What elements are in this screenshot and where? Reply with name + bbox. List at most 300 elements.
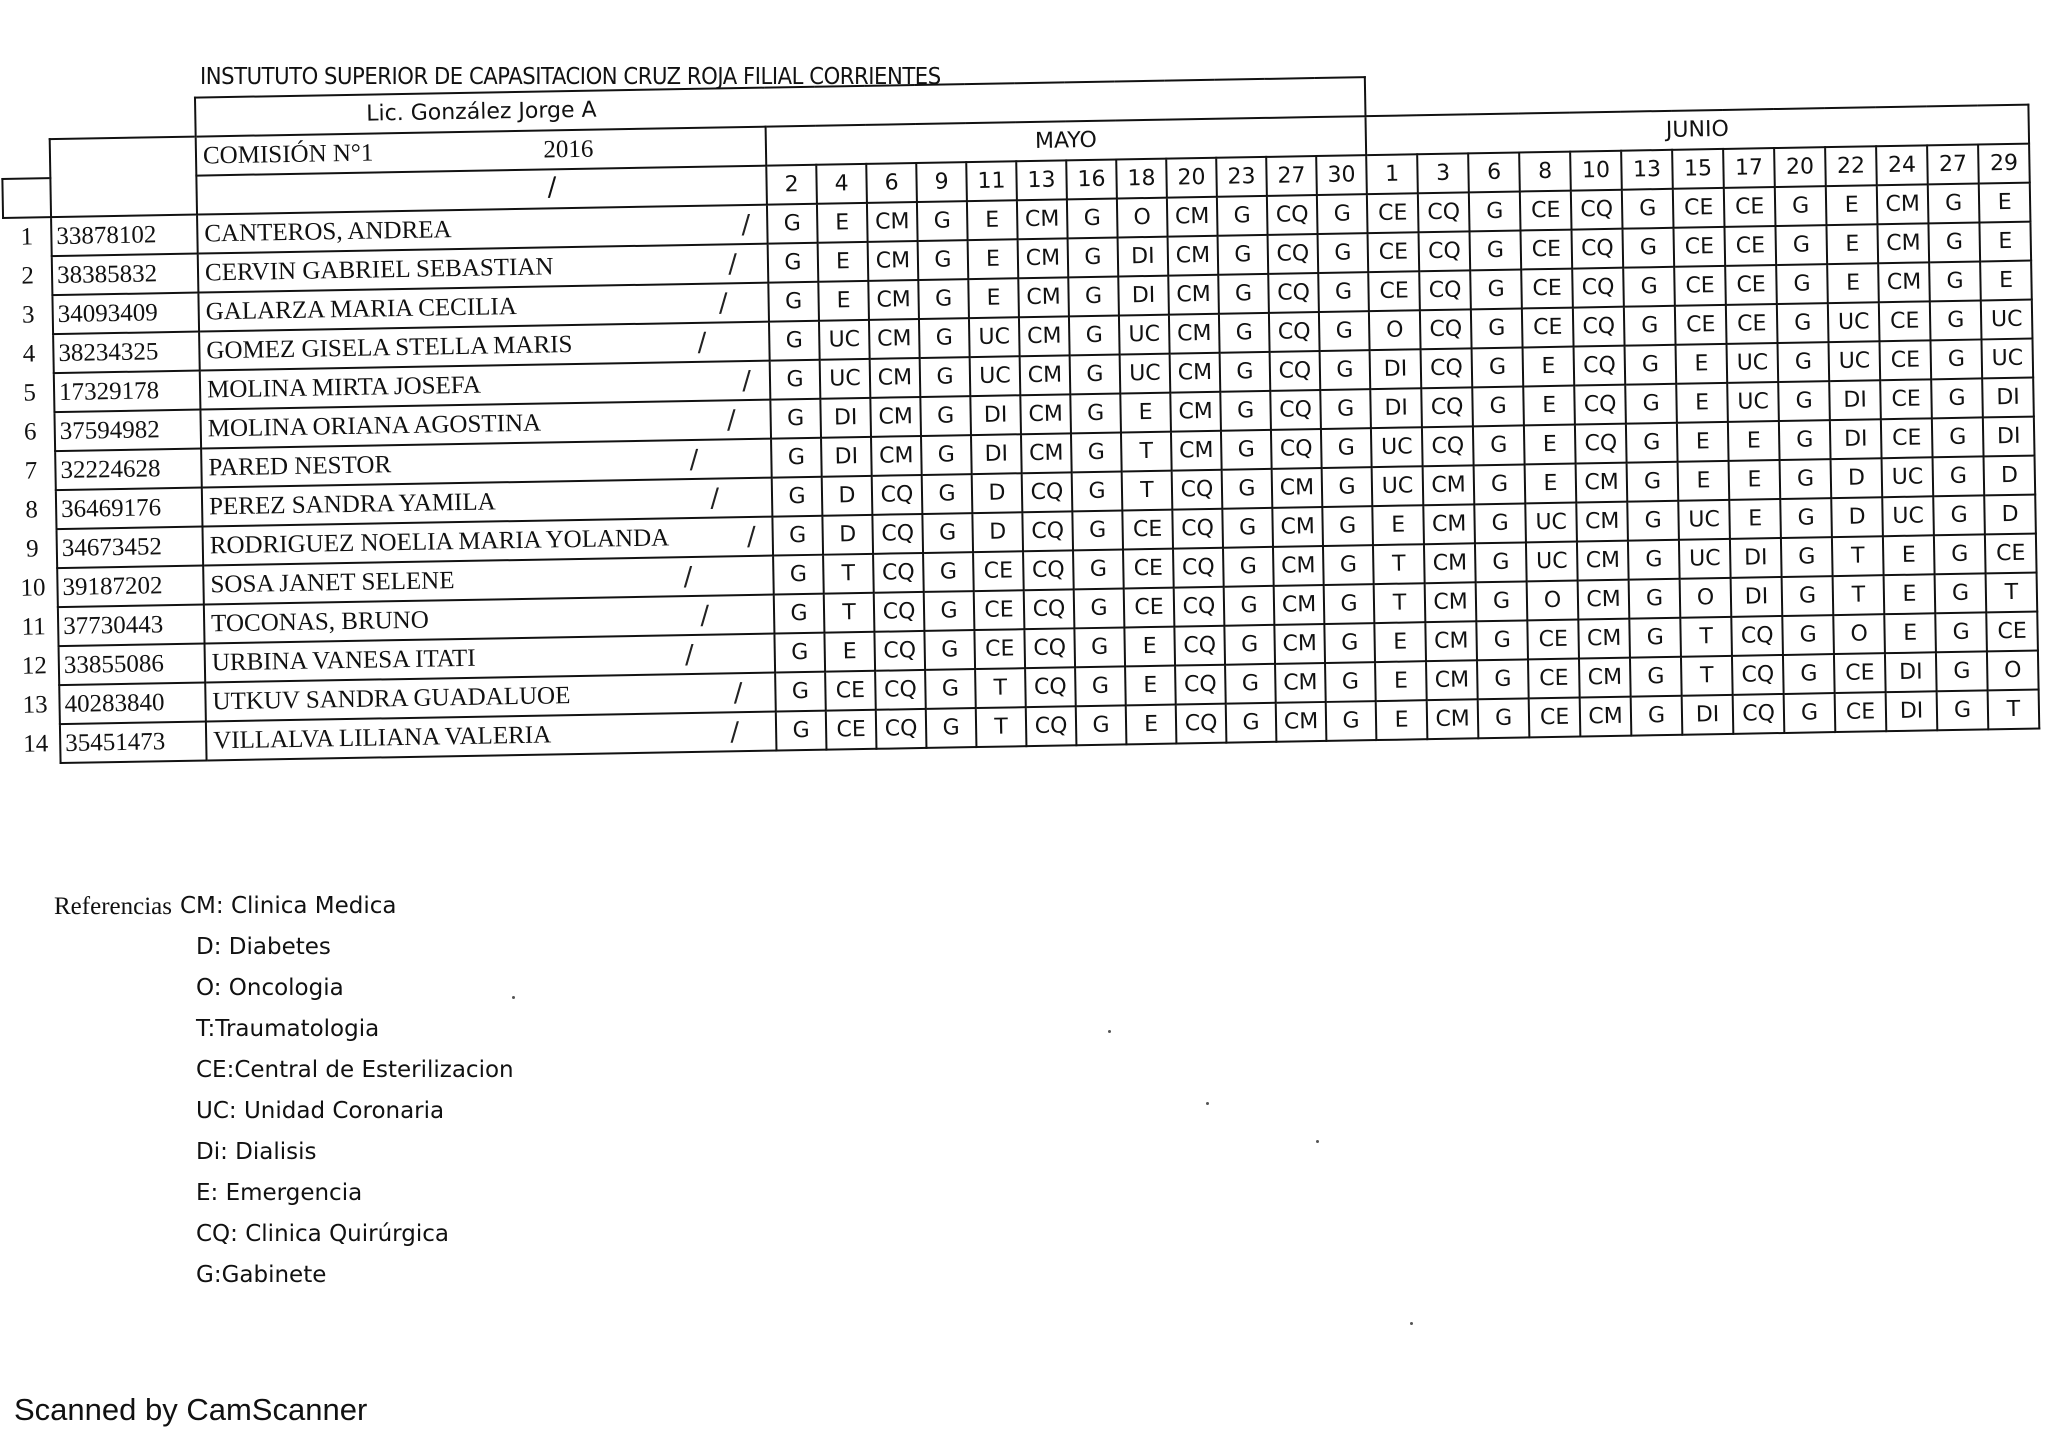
- rotation-cell: UC: [1982, 339, 2034, 379]
- reference-item: D: Diabetes: [196, 934, 331, 960]
- rotation-cell: CE: [1528, 659, 1580, 699]
- student-dni: 37594982: [54, 410, 201, 452]
- pen-mark-icon: /: [689, 444, 699, 476]
- student-dni: 36469176: [56, 488, 203, 530]
- rotation-cell: CQ: [1418, 192, 1470, 232]
- rotation-cell: UC: [819, 320, 870, 360]
- rotation-cell: DI: [1118, 237, 1169, 277]
- rotation-cell: E: [1126, 705, 1177, 745]
- pen-mark-icon: /: [741, 209, 751, 241]
- rotation-cell: G: [918, 279, 969, 319]
- row-number: 6: [23, 417, 37, 446]
- rotation-cell: UC: [1882, 457, 1934, 497]
- rotation-cell: E: [1376, 700, 1428, 740]
- rotation-cell: CE: [1522, 308, 1574, 348]
- rotation-cell: E: [968, 278, 1019, 318]
- student-dni: 32224628: [55, 449, 202, 491]
- rotation-cell: G: [768, 282, 819, 322]
- rotation-cell: G: [772, 477, 823, 517]
- reference-item: CE:Central de Esterilizacion: [196, 1057, 514, 1083]
- rotation-cell: G: [1931, 339, 1983, 379]
- rotation-cell: CQ: [1174, 587, 1225, 627]
- student-name: TOCONAS, BRUNO: [210, 606, 430, 637]
- rotation-cell: CM: [1019, 316, 1070, 356]
- rotation-cell: G: [1631, 696, 1683, 736]
- rotation-cell: G: [1933, 456, 1985, 496]
- rotation-cell: CM: [1276, 702, 1327, 742]
- rotation-cell: G: [1782, 576, 1834, 616]
- student-name: RODRIGUEZ NOELIA MARIA YOLANDA: [209, 523, 670, 559]
- rotation-cell: DI: [1830, 419, 1882, 459]
- rotation-cell: CE: [1673, 188, 1725, 228]
- rotation-cell: CQ: [1270, 351, 1321, 391]
- rotation-cell: CE: [1881, 418, 1933, 458]
- rotation-cell: G: [1218, 274, 1269, 314]
- rotation-cell: CM: [1423, 504, 1475, 544]
- rotation-cell: CM: [1272, 468, 1323, 508]
- day-header: 6: [1468, 152, 1520, 192]
- rotation-cell: CQ: [1175, 665, 1226, 705]
- rotation-cell: G: [1325, 662, 1376, 702]
- rotation-cell: CE: [1674, 266, 1726, 306]
- rotation-cell: CE: [1986, 612, 2038, 652]
- rotation-cell: CE: [1880, 340, 1932, 380]
- rotation-cell: CM: [1423, 465, 1475, 505]
- rotation-cell: G: [1067, 199, 1118, 239]
- day-header: 3: [1417, 153, 1469, 193]
- rotation-cell: CQ: [1172, 509, 1223, 549]
- rotation-cell: CQ: [1022, 472, 1073, 512]
- rotation-cell: CM: [1577, 541, 1629, 581]
- rotation-cell: E: [1980, 261, 2032, 301]
- student-name: CERVIN GABRIEL SEBASTIAN: [204, 252, 554, 286]
- rotation-cell: G: [1935, 612, 1987, 652]
- rotation-cell: G: [1222, 469, 1273, 509]
- rotation-cell: E: [1124, 627, 1175, 667]
- rotation-cell: T: [1988, 690, 2040, 730]
- pen-mark-icon: /: [746, 521, 757, 553]
- rotation-cell: G: [1474, 503, 1526, 543]
- rotation-cell: G: [1073, 549, 1124, 589]
- rotation-cell: G: [1778, 381, 1830, 421]
- day-header: 23: [1216, 157, 1267, 197]
- reference-item: T:Traumatologia: [196, 1016, 380, 1042]
- rotation-cell: E: [1827, 224, 1879, 264]
- day-header: 24: [1876, 145, 1928, 185]
- rotation-cell: G: [1783, 654, 1835, 694]
- rotation-cell: T: [1833, 575, 1885, 615]
- rotation-cell: CE: [974, 590, 1025, 630]
- rotation-cell: G: [1781, 537, 1833, 577]
- rotation-cell: G: [772, 516, 823, 556]
- rotation-cell: G: [1933, 495, 1985, 535]
- rotation-cell: CQ: [1024, 589, 1075, 629]
- rotation-cell: CQ: [1421, 387, 1473, 427]
- reference-item: CQ: Clinica Quirúrgica: [196, 1221, 449, 1247]
- rotation-cell: G: [1070, 393, 1121, 433]
- rotation-cell: G: [1069, 316, 1120, 356]
- rotation-cell: E: [1826, 185, 1878, 225]
- rotation-cell: G: [1218, 235, 1269, 275]
- rotation-cell: D: [1831, 458, 1883, 498]
- rotation-cell: G: [921, 435, 972, 475]
- rotation-cell: E: [1728, 421, 1780, 461]
- rotation-cell: G: [1219, 313, 1270, 353]
- rotation-cell: CM: [1275, 663, 1326, 703]
- attendance-sheet: [0, 65, 2039, 765]
- rotation-cell: DI: [1682, 695, 1734, 735]
- rotation-cell: G: [1625, 384, 1677, 424]
- rotation-cell: CM: [1576, 502, 1628, 542]
- rotation-cell: G: [1931, 378, 1983, 418]
- rotation-cell: CM: [1425, 621, 1477, 661]
- rotation-cell: DI: [820, 398, 871, 438]
- rotation-cell: UC: [969, 317, 1020, 357]
- rotation-cell: CQ: [1267, 195, 1318, 235]
- rotation-cell: CQ: [1731, 616, 1783, 656]
- references-label: Referencias: [54, 893, 172, 920]
- rotation-cell: CQ: [1422, 426, 1474, 466]
- rotation-cell: CQ: [1270, 390, 1321, 430]
- rotation-cell: UC: [820, 359, 871, 399]
- rotation-cell: G: [1068, 238, 1119, 278]
- student-name: MOLINA MIRTA JOSEFA: [206, 371, 482, 403]
- rotation-cell: CM: [1427, 699, 1479, 739]
- rotation-cell: UC: [1679, 539, 1731, 579]
- rotation-cell: G: [1072, 510, 1123, 550]
- rotation-cell: UC: [1727, 382, 1779, 422]
- day-header: 9: [916, 162, 967, 202]
- rotation-cell: CM: [871, 436, 922, 476]
- pen-mark-icon: /: [684, 639, 695, 671]
- rotation-cell: UC: [1882, 496, 1934, 536]
- rotation-cell: G: [774, 594, 825, 634]
- rotation-cell: G: [925, 669, 976, 709]
- rotation-cell: G: [1471, 308, 1523, 348]
- rotation-cell: G: [922, 474, 973, 514]
- dni-header-cell: [50, 137, 197, 218]
- rotation-cell: UC: [1727, 343, 1779, 383]
- scanner-watermark: Scanned by CamScanner: [14, 1392, 368, 1427]
- rotation-cell: CE: [1726, 304, 1778, 344]
- rotation-cell: CQ: [1575, 424, 1627, 464]
- rotation-cell: CQ: [1574, 346, 1626, 386]
- pen-mark-icon: /: [733, 678, 743, 709]
- rotation-cell: G: [1937, 690, 1989, 730]
- rotation-cell: G: [1324, 623, 1375, 663]
- rotation-cell: DI: [1829, 380, 1881, 420]
- rotation-cell: E: [818, 242, 869, 282]
- day-header: 30: [1316, 155, 1367, 195]
- rotation-cell: G: [1934, 534, 1986, 574]
- rotation-cell: CQ: [874, 592, 925, 632]
- scan-speck: [1108, 1030, 1111, 1033]
- rotation-cell: G: [917, 201, 968, 241]
- rotation-cell: CE: [1834, 653, 1886, 693]
- rotation-cell: G: [1776, 264, 1828, 304]
- rotation-cell: G: [1226, 703, 1277, 743]
- reference-item: G:Gabinete: [196, 1262, 327, 1288]
- rotation-cell: E: [1729, 460, 1781, 500]
- rotation-cell: G: [924, 630, 975, 670]
- rotation-cell: DI: [1730, 538, 1782, 578]
- rotation-cell: CQ: [875, 670, 926, 710]
- rotation-cell: DI: [1370, 388, 1422, 428]
- rotation-cell: CM: [870, 397, 921, 437]
- rotation-cell: CE: [1529, 698, 1581, 738]
- rotation-cell: G: [1322, 506, 1373, 546]
- rotation-cell: O: [1833, 614, 1885, 654]
- rotation-cell: UC: [970, 356, 1021, 396]
- rotation-cell: E: [1678, 461, 1730, 501]
- rotation-cell: G: [1629, 579, 1681, 619]
- rotation-cell: E: [1884, 574, 1936, 614]
- rotation-cell: E: [1884, 613, 1936, 653]
- rotation-cell: CE: [1725, 226, 1777, 266]
- rotation-cell: G: [924, 591, 975, 631]
- teacher-name: Lic. González Jorge A: [195, 77, 1366, 136]
- rotation-cell: G: [1071, 432, 1122, 472]
- rotation-cell: UC: [1678, 500, 1730, 540]
- rotation-cell: UC: [1371, 427, 1423, 467]
- rotation-cell: CM: [1578, 580, 1630, 620]
- rotation-cell: CQ: [1172, 470, 1223, 510]
- rotation-cell: G: [1318, 272, 1369, 312]
- rotation-cell: G: [1221, 430, 1272, 470]
- row-number: 1: [20, 223, 34, 251]
- commission-year: 2016: [543, 135, 594, 164]
- rotation-cell: CQ: [872, 514, 923, 554]
- rotation-cell: CM: [1170, 353, 1221, 393]
- rotation-cell: G: [1625, 345, 1677, 385]
- rotation-cell: T: [1373, 544, 1425, 584]
- rotation-cell: CE: [1879, 301, 1931, 341]
- rotation-cell: T: [1680, 617, 1732, 657]
- rotation-cell: CM: [1425, 582, 1477, 622]
- rotation-cell: CE: [1527, 620, 1579, 660]
- rotation-cell: CM: [1274, 624, 1325, 664]
- rotation-cell: CQ: [1024, 628, 1075, 668]
- pen-mark-icon: /: [726, 405, 736, 436]
- month-june: JUNIO: [1366, 105, 2030, 156]
- reference-item: Di: Dialisis: [196, 1139, 317, 1165]
- student-name: CANTEROS, ANDREA: [204, 215, 452, 247]
- rotation-cell: DI: [1983, 417, 2035, 457]
- rotation-cell: E: [824, 632, 875, 672]
- rotation-cell: E: [1827, 263, 1879, 303]
- rotation-cell: G: [1470, 230, 1522, 270]
- rotation-cell: CM: [1167, 197, 1218, 237]
- rotation-cell: G: [1775, 186, 1827, 226]
- day-header: 2: [766, 165, 817, 205]
- rotation-cell: T: [824, 593, 875, 633]
- rotation-cell: E: [1374, 622, 1426, 662]
- rotation-cell: CQ: [874, 631, 925, 671]
- day-header: 22: [1825, 146, 1877, 186]
- student-name: PARED NESTOR: [208, 450, 392, 481]
- rotation-cell: G: [1075, 666, 1126, 706]
- day-header: 11: [966, 161, 1017, 201]
- day-header: 29: [1978, 144, 2030, 184]
- rotation-cell: G: [1317, 194, 1368, 234]
- rotation-cell: G: [775, 672, 826, 712]
- rotation-cell: CQ: [1268, 273, 1319, 313]
- rotation-cell: CM: [1170, 392, 1221, 432]
- rotation-cell: T: [823, 554, 874, 594]
- rotation-cell: CQ: [1271, 429, 1322, 469]
- rotation-cell: CQ: [872, 475, 923, 515]
- rotation-cell: T: [1121, 432, 1172, 472]
- rotation-cell: G: [1074, 588, 1125, 628]
- row-number: 8: [25, 495, 39, 524]
- rotation-cell: E: [818, 281, 869, 321]
- rotation-cell: CQ: [1174, 626, 1225, 666]
- rotation-cell: CE: [1725, 265, 1777, 305]
- rotation-cell: G: [1936, 651, 1988, 691]
- day-header: 1: [1366, 154, 1418, 194]
- rotation-cell: CM: [1579, 658, 1631, 698]
- rotation-cell: G: [1470, 269, 1522, 309]
- rotation-cell: CM: [1578, 619, 1630, 659]
- row-number: 10: [20, 573, 46, 602]
- rotation-cell: G: [1217, 196, 1268, 236]
- rotation-cell: CQ: [1025, 667, 1076, 707]
- rotation-cell: CM: [1426, 660, 1478, 700]
- rotation-cell: CE: [1367, 193, 1419, 233]
- rotation-cell: CM: [1020, 355, 1071, 395]
- rotation-cell: G: [1475, 542, 1527, 582]
- rotation-cell: G: [1223, 547, 1274, 587]
- month-may: MAYO: [766, 116, 1367, 165]
- rotation-cell: E: [1525, 464, 1577, 504]
- rotation-cell: O: [1987, 651, 2039, 691]
- rotation-cell: UC: [1828, 302, 1880, 342]
- rotation-cell: D: [822, 515, 873, 555]
- rotation-cell: E: [1523, 347, 1575, 387]
- rotation-cell: CM: [868, 241, 919, 281]
- rotation-cell: CQ: [1026, 706, 1077, 746]
- rotation-cell: G: [1784, 693, 1836, 733]
- day-header: 15: [1672, 149, 1724, 189]
- rotation-cell: O: [1527, 581, 1579, 621]
- rotation-cell: UC: [1525, 503, 1577, 543]
- rotation-cell: CE: [1521, 230, 1573, 270]
- rotation-cell: CM: [1168, 275, 1219, 315]
- rotation-cell: G: [1324, 584, 1375, 624]
- rotation-cell: G: [1472, 347, 1524, 387]
- student-dni: 39187202: [57, 566, 204, 608]
- rotation-cell: CQ: [873, 553, 924, 593]
- row-number: 3: [21, 300, 35, 329]
- pen-mark-icon: /: [727, 249, 738, 280]
- rotation-cell: CQ: [1421, 348, 1473, 388]
- rotation-cell: T: [1681, 656, 1733, 696]
- rotation-cell: D: [972, 512, 1023, 552]
- rotation-cell: G: [1072, 471, 1123, 511]
- rotation-cell: D: [1831, 497, 1883, 537]
- index-header-cell: [2, 178, 51, 218]
- rotation-cell: CQ: [1419, 270, 1471, 310]
- day-header: 6: [866, 163, 917, 203]
- rotation-cell: G: [1778, 342, 1830, 382]
- rotation-cell: O: [1369, 310, 1421, 350]
- reference-item: CM: Clinica Medica: [179, 893, 397, 919]
- rotation-cell: E: [1676, 383, 1728, 423]
- row-number: 4: [22, 339, 36, 368]
- rotation-cell: G: [1320, 350, 1371, 390]
- rotation-cell: CM: [1017, 199, 1068, 239]
- rotation-cell: CM: [1171, 431, 1222, 471]
- rotation-cell: G: [770, 399, 821, 439]
- day-header: 18: [1116, 159, 1167, 199]
- rotation-cell: CE: [826, 710, 877, 750]
- rotation-cell: D: [972, 473, 1023, 513]
- rotation-cell: G: [1478, 698, 1530, 738]
- rotation-cell: T: [1374, 583, 1426, 623]
- rotation-cell: CE: [1674, 227, 1726, 267]
- rotation-cell: G: [1474, 464, 1526, 504]
- pen-mark-icon: /: [718, 288, 728, 319]
- rotation-cell: G: [1622, 189, 1674, 229]
- rotation-cell: G: [1929, 222, 1981, 262]
- rotation-cell: CE: [974, 629, 1025, 669]
- rotation-cell: CQ: [1022, 511, 1073, 551]
- rotation-cell: DI: [971, 434, 1022, 474]
- rotation-cell: G: [1932, 417, 1984, 457]
- rotation-cell: CQ: [1572, 268, 1624, 308]
- rotation-cell: CM: [869, 319, 920, 359]
- pen-mark-icon: /: [683, 561, 693, 593]
- day-header: 10: [1570, 151, 1622, 191]
- pen-mark-icon: /: [741, 365, 752, 397]
- institute-title: INSTUTUTO SUPERIOR DE CAPASITACION CRUZ ROJA FILIAL CORRIENTES: [200, 64, 941, 90]
- row-number: 12: [21, 651, 48, 680]
- rotation-cell: G: [1630, 657, 1682, 697]
- student-name: URBINA VANESA ITATI: [211, 644, 476, 676]
- day-header: 20: [1774, 147, 1826, 187]
- rotation-cell: G: [1629, 618, 1681, 658]
- rotation-cell: D: [1984, 495, 2036, 535]
- rotation-cell: CE: [1835, 692, 1887, 732]
- rotation-cell: G: [919, 318, 970, 358]
- rotation-cell: G: [769, 321, 820, 361]
- rotation-cell: G: [1476, 581, 1528, 621]
- rotation-cell: G: [1477, 659, 1529, 699]
- rotation-cell: O: [1117, 198, 1168, 238]
- rotation-cell: CM: [1580, 697, 1632, 737]
- rotation-cell: G: [1624, 306, 1676, 346]
- rotation-cell: T: [975, 668, 1026, 708]
- rotation-cell: G: [1930, 300, 1982, 340]
- rotation-cell: G: [1780, 498, 1832, 538]
- rotation-cell: G: [1224, 625, 1275, 665]
- rotation-cell: DI: [1886, 691, 1938, 731]
- day-header: 27: [1266, 156, 1317, 196]
- rotation-cell: T: [1122, 471, 1173, 511]
- rotation-cell: G: [1929, 261, 1981, 301]
- day-header: 4: [816, 164, 867, 204]
- rotation-cell: G: [1776, 225, 1828, 265]
- row-number: 7: [24, 456, 38, 485]
- row-number: 13: [22, 690, 48, 719]
- rotation-cell: CE: [1122, 510, 1173, 550]
- student-dni: 38234325: [53, 332, 200, 374]
- student-name: PEREZ SANDRA YAMILA: [208, 487, 496, 520]
- rotation-cell: E: [1523, 386, 1575, 426]
- student-dni: 34673452: [56, 527, 203, 569]
- student-name: UTKUV SANDRA GUADALUOE: [212, 681, 571, 715]
- rotation-cell: UC: [1372, 466, 1424, 506]
